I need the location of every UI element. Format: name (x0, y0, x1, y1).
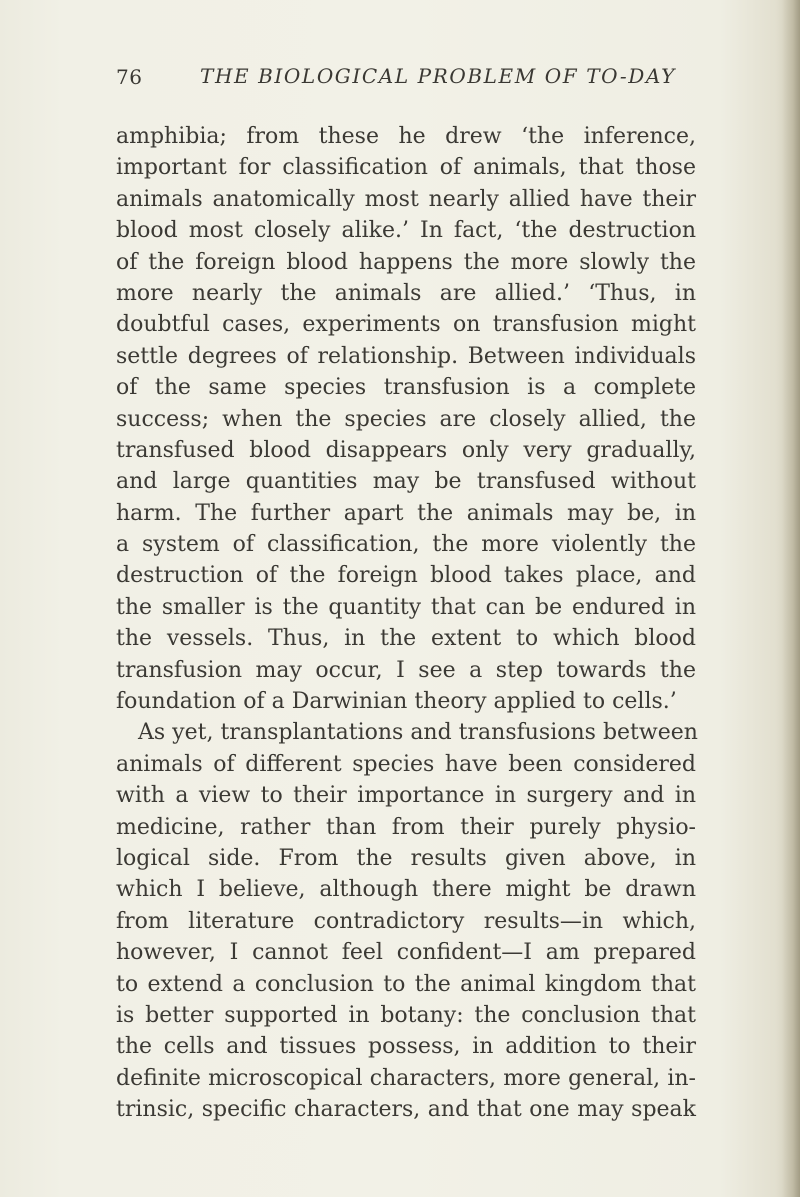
text-line: and large quantities may be transfused without (116, 469, 696, 495)
text-line: amphibia; from these he drew ‘the inference, (116, 124, 696, 149)
text-line: doubtful cases, experiments on transfusion might (116, 312, 696, 338)
text-line: logical side. From the results given above, in (116, 845, 696, 871)
text-line: the vessels. Thus, in the extent to which blood (116, 626, 696, 652)
page-edge-shadow (782, 0, 800, 1197)
text-line: to extend a conclusion to the animal kingdom that (116, 971, 696, 997)
text-line: a system of classification, the more violently the (116, 532, 696, 558)
text-line: from literature contradictory results—in which, (116, 908, 696, 934)
text-line: animals anatomically most nearly allied have their (116, 186, 696, 212)
text-line: blood most closely alike.’ In fact, ‘the destruction (116, 218, 696, 244)
text-line: harm. The further apart the animals may be, in (116, 500, 696, 526)
body-text (116, 121, 696, 1126)
running-head (116, 62, 686, 96)
text-line: is better supported in botany: the conclusion that (116, 1002, 696, 1028)
text-line: transfused blood disappears only very gradually, (116, 437, 696, 463)
text-line: animals of different species have been considered (116, 751, 696, 777)
text-line: foundation of a Darwinian theory applied to cells.’ (116, 689, 677, 715)
text-line: with a view to their importance in surgery and in (116, 783, 696, 809)
text-line: which I believe, although there might be drawn (116, 877, 696, 903)
text-line: however, I cannot feel confident—I am prepared (116, 940, 696, 966)
text-line: of the foreign blood happens the more slowly the (116, 249, 696, 275)
running-head-title: THE BIOLOGICAL PROBLEM OF TO-DAY (200, 64, 676, 88)
text-line: important for classification of animals, that those (116, 155, 696, 181)
text-line: definite microscopical characters, more general, in- (116, 1065, 696, 1091)
page-number: 76 (116, 65, 143, 89)
text-line: destruction of the foreign blood takes place, and (116, 563, 696, 589)
text-line: settle degrees of relationship. Between individuals (116, 343, 696, 369)
text-line: As yet, transplantations and transfusions between (138, 720, 698, 746)
text-line: trinsic, specific characters, and that one may speak (116, 1097, 696, 1123)
text-line: medicine, rather than from their purely physio- (116, 814, 696, 840)
text-line: of the same species transfusion is a complete (116, 375, 696, 401)
text-line: the smaller is the quantity that can be endured in (116, 594, 696, 620)
text-line: more nearly the animals are allied.’ ‘Thus, in (116, 280, 696, 306)
text-line: success; when the species are closely allied, the (116, 406, 696, 432)
text-line: the cells and tissues possess, in addition to their (116, 1034, 696, 1060)
text-line: transfusion may occur, I see a step towards the (116, 657, 696, 683)
